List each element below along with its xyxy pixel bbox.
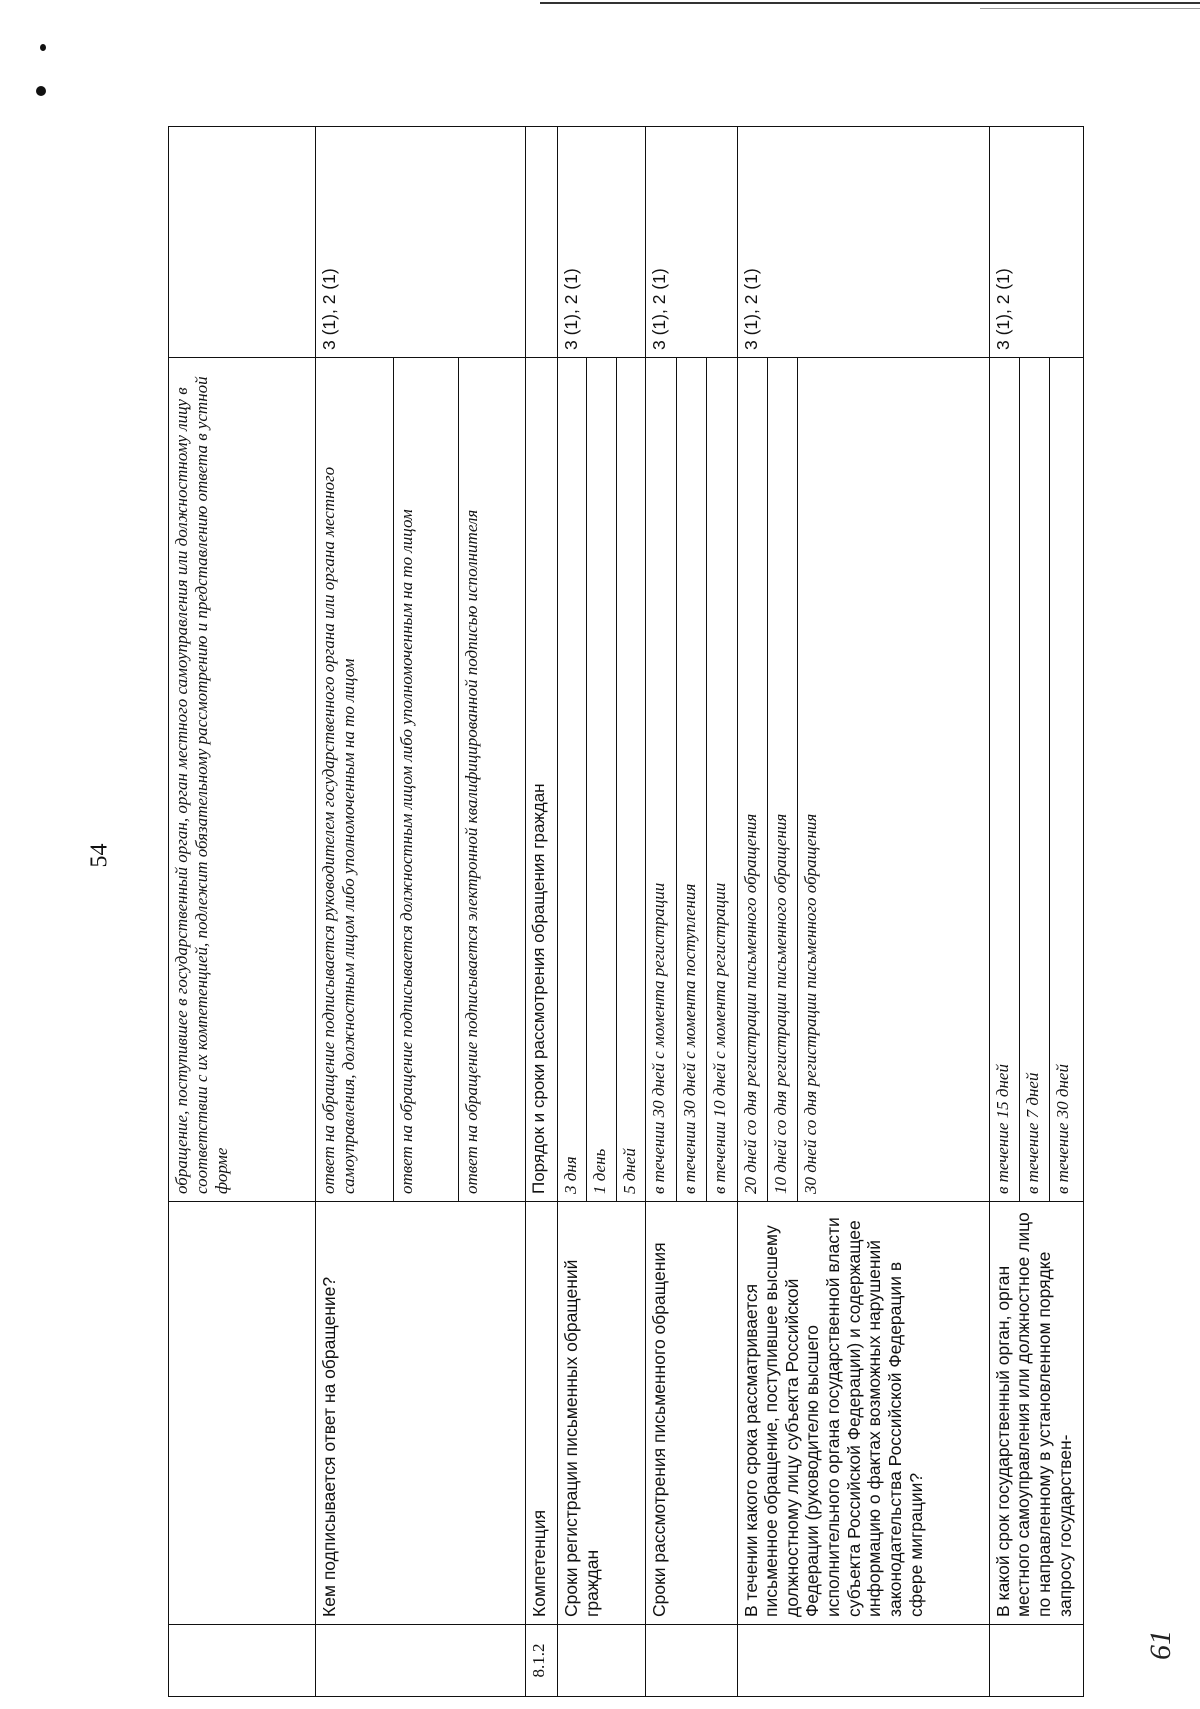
handwritten-page-mark: 61 — [1144, 1630, 1177, 1660]
answer-option: 20 дней со дня регистрации письменного обращения — [737, 358, 767, 1202]
answer-option: 5 дней — [616, 358, 645, 1202]
answer-option: ответ на обращение подписывается электронной квалифицированной подписью исполнителя — [459, 358, 526, 1202]
question-cell — [169, 1202, 316, 1625]
code-cell: 3 (1), 2 (1) — [316, 127, 526, 358]
scan-speck — [40, 44, 46, 51]
document-table-region — [168, 127, 1084, 1697]
answer-option: 10 дней со дня регистрации письменного обращения — [768, 358, 798, 1202]
table-row — [526, 127, 558, 1697]
answer-option: в течении 10 дней с момента регистрации — [707, 358, 737, 1202]
row-number-cell — [646, 1625, 737, 1697]
scan-speck — [36, 86, 46, 96]
table-row — [557, 127, 586, 1697]
code-cell — [526, 127, 558, 358]
page-number: 54 — [86, 843, 113, 868]
table-row — [646, 127, 676, 1697]
answer-option: 1 день — [587, 358, 616, 1202]
answer-cell: обращение, поступившее в государственный орган, орган местного самоуправления или должностному лицу в соответствии с их компетенцией, подлежит обязательному рассмотрению и представлению ответа в устной форме — [169, 358, 316, 1202]
table-row — [169, 127, 316, 1697]
answer-option: в течение 7 дней — [1019, 358, 1049, 1202]
rotated-table — [168, 127, 1084, 1697]
answer-option: в течение 30 дней — [1049, 358, 1083, 1202]
code-cell — [169, 127, 316, 358]
question-cell: В какой срок государственный орган, орган местного самоуправления или должностное лицо по направленному в установленном порядке запросу государствен- — [989, 1202, 1083, 1625]
section-heading: Порядок и сроки рассмотрения обращения граждан — [526, 358, 558, 1202]
answer-option: в течение 15 дней — [989, 358, 1019, 1202]
scan-edge-line — [980, 8, 1200, 9]
row-number-cell — [169, 1625, 316, 1697]
answer-option: в течении 30 дней с момента регистрации — [646, 358, 676, 1202]
answer-option: 30 дней со дня регистрации письменного обращения — [798, 358, 989, 1202]
answer-option: ответ на обращение подписывается должностным лицом либо уполномоченным на то лицом — [393, 358, 458, 1202]
table-row — [737, 127, 767, 1697]
row-number-cell — [737, 1625, 989, 1697]
code-cell: 3 (1), 2 (1) — [646, 127, 737, 358]
row-number-cell — [989, 1625, 1083, 1697]
answer-option: ответ на обращение подписывается руководителем государственного органа или органа местного самоуправления, должностным лицом либо уполномоченным на то лицом — [316, 358, 394, 1202]
section-title: Компетенция — [526, 1202, 558, 1625]
scan-edge-line — [540, 2, 1200, 4]
question-cell: Сроки регистрации письменных обращений граждан — [557, 1202, 645, 1625]
answer-option: в течении 30 дней с момента поступления — [676, 358, 706, 1202]
table-row — [316, 127, 394, 1697]
table-row — [989, 127, 1019, 1697]
row-number-cell — [316, 1625, 526, 1697]
code-cell: 3 (1), 2 (1) — [557, 127, 645, 358]
question-cell: Сроки рассмотрения письменного обращения — [646, 1202, 737, 1625]
code-cell: 3 (1), 2 (1) — [737, 127, 989, 358]
row-number-cell — [557, 1625, 645, 1697]
questions-table — [168, 126, 1084, 1697]
question-cell: В течении какого срока рассматривается письменное обращение, поступившее высшему должностному лицу субъекта Российской Федерации (руководителю высшего исполнительного органа государственной власти субъекта Российской Федерации) и содержащее информацию о фактах возможных нарушений законодательства Российской Федерации в сфере миграции? — [737, 1202, 989, 1625]
answer-option: 3 дня — [557, 358, 586, 1202]
question-cell: Кем подписывается ответ на обращение? — [316, 1202, 526, 1625]
section-number: 8.1.2 — [526, 1625, 558, 1697]
code-cell: 3 (1), 2 (1) — [989, 127, 1083, 358]
